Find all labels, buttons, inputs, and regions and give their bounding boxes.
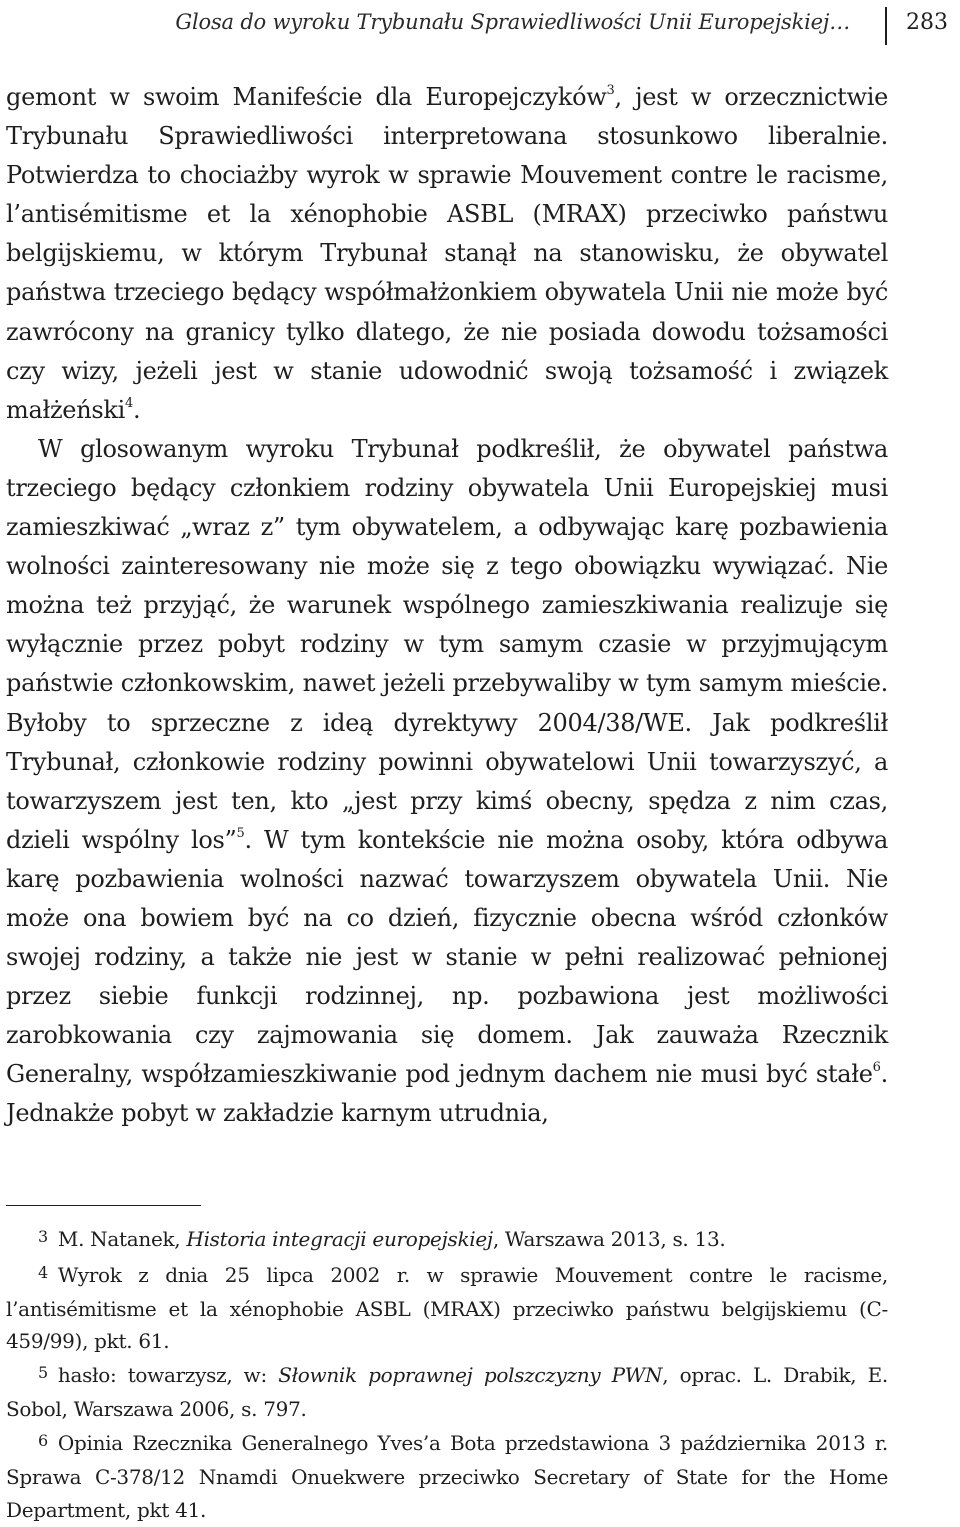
running-header <box>0 4 960 44</box>
footnote-text: hasło: towarzysz, w: <box>57 1362 279 1387</box>
footnote-separator <box>6 1205 201 1206</box>
footnote-number: 4 <box>38 1262 48 1282</box>
footnote-ref-5[interactable]: 5 <box>236 825 245 841</box>
footnote-text: , oprac. L. Drabik, E. Sobol, Warszawa 2006, s. 797. <box>6 1362 888 1422</box>
paragraph-2-text-b: . W tym kontekście nie można osoby, która odbywa karę pozbawienia wolności nazwać towarzyszem obywatela Unii. Nie może ona bowiem być na co dzień, fizycznie obecna wśród członków swojej rodziny, a także nie jest w stanie w pełni realizować pełnionej przez siebie funkcji rodzinnej, np. pozbawiona jest możliwości zarobkowania czy zajmowania się domem. Jak zauważa Rzecznik Generalny, współzamieszkiwanie pod jednym dachem nie musi być stałe <box>6 825 889 1089</box>
main-text <box>6 78 888 1134</box>
footnote-text: Opinia Rzecznika Generalnego Yves’a Bota przedstawiona 3 października 2013 r. Sprawa C-378/12 Nnamdi Onuekwere przeciwko Secretary of State for the Home Department, pkt 41. <box>6 1430 888 1522</box>
page-number: 283 <box>906 10 948 35</box>
footnote-ref-6[interactable]: 6 <box>872 1060 881 1076</box>
footnote-text: Wyrok z dnia 25 lipca 2002 r. w sprawie Mouvement contre le racisme, l’antisémitisme et la xénophobie ASBL (MRAX) przeciwko państwu belgijskiemu (C-459/99), pkt. 61. <box>6 1262 888 1354</box>
footnote-4 <box>6 1259 888 1358</box>
footnote-number: 5 <box>38 1362 48 1382</box>
footnote-title: Słownik poprawnej polszczyzny PWN <box>278 1362 663 1387</box>
footnote-title: Historia integracji europejskiej <box>186 1227 493 1251</box>
paragraph-1 <box>6 78 888 430</box>
footnote-ref-4[interactable]: 4 <box>125 395 133 411</box>
footnote-text: , Warszawa 2013, s. 13. <box>492 1227 726 1251</box>
paragraph-1-text-c: . <box>132 395 141 424</box>
footnotes <box>6 1223 888 1527</box>
paragraph-1-text-a: gemont w swoim Manifeście dla Europejczyków <box>6 83 607 111</box>
running-title: Glosa do wyroku Trybunału Sprawiedliwości Unii Europejskiej… <box>175 10 850 34</box>
paragraph-2 <box>6 430 888 1134</box>
footnote-6 <box>6 1427 888 1526</box>
footnote-5 <box>6 1359 888 1426</box>
paragraph-1-text-b: , jest w orzecznictwie Trybunału Sprawiedliwości interpretowana stosunkowo liberalnie. Potwierdza to chociażby wyrok w sprawie Mouvement contre le racisme, l’antisémitisme et la xénophobie ASBL (MRAX) przeciwko państwu belgijskiemu, w którym Trybunał stanął na stanowisku, że obywatel państwa trzeciego będący współmałżonkiem obywatela Unii nie może być zawrócony na granicy tylko dlatego, że nie posiada dowodu tożsamości czy wizy, jeżeli jest w stanie udowodnić swoją tożsamość i związek małżeński <box>6 83 888 424</box>
footnote-number: 3 <box>38 1227 48 1246</box>
header-divider <box>885 7 887 45</box>
footnote-number: 6 <box>38 1430 48 1450</box>
footnote-3 <box>6 1223 888 1257</box>
footnote-ref-3[interactable]: 3 <box>606 83 615 98</box>
paragraph-2-text-c: . Jednakże pobyt w zakładzie karnym utrudnia, <box>6 1060 888 1128</box>
paragraph-2-text-a: W glosowanym wyroku Trybunał podkreślił, że obywatel państwa trzeciego będący członkiem rodziny obywatela Unii Europejskiej musi zamieszkiwać „wraz z” tym obywatelem, a odbywając karę pozbawienia wolności zainteresowany nie może się z tego obowiązku wywiązać. Nie można też przyjąć, że warunek wspólnego zamieszkiwania realizuje się wyłącznie przez pobyt rodziny w tym samym czasie w przyjmującym państwie członkowskim, nawet jeżeli przebywaliby w tym samym mieście. Byłoby to sprzeczne z ideą dyrektywy 2004/38/WE. Jak podkreślił Trybunał, członkowie rodziny powinni obywatelowi Unii towarzyszyć, a towarzyszem jest ten, kto „jest przy kimś obecny, spędza z nim czas, dzieli wspólny los” <box>6 434 888 854</box>
footnote-text: M. Natanek, <box>57 1227 187 1251</box>
